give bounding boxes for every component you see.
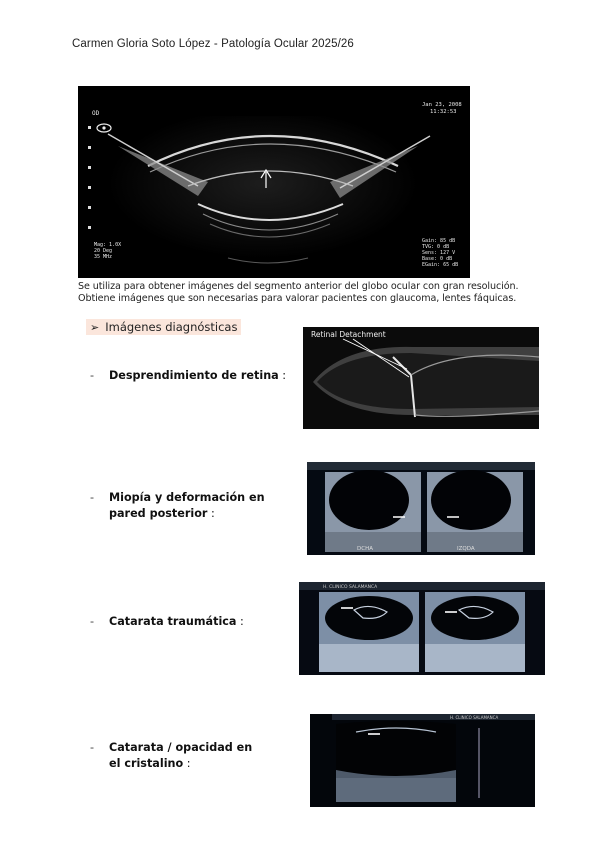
retinal-detachment-image <box>303 327 539 429</box>
list-item-myopia <box>90 490 274 522</box>
overlay-bl-1: Mag: 1.0X <box>94 242 122 248</box>
item-colon: : <box>183 757 191 770</box>
item-colon: : <box>278 369 287 382</box>
list-item-retina <box>90 368 289 384</box>
ubm-ultrasound-graphic <box>78 86 470 278</box>
cataract-opacity-image <box>310 714 535 807</box>
cataract-header: H. CLINICO SALAMANCA <box>450 715 499 720</box>
overlay-time: 11:32:53 <box>430 109 457 115</box>
overlay-br-3: Sens: 127 V <box>422 250 456 256</box>
list-item-cataract <box>90 740 259 772</box>
item-label: Catarata traumática <box>109 615 237 628</box>
overlay-br-4: Base: 0 dB <box>422 256 453 262</box>
cataract-opacity-graphic <box>310 714 535 807</box>
page-header: Carmen Gloria Soto López - Patología Ocular 2025/26 <box>72 38 354 50</box>
item-colon: : <box>236 615 244 628</box>
traumatic-cataract-image <box>299 582 545 675</box>
retinal-detachment-label: Retinal Detachment <box>311 330 386 339</box>
overlay-br-1: Gain: 85 dB <box>422 238 456 244</box>
item-colon: : <box>207 507 215 520</box>
list-dash: - <box>90 369 95 382</box>
overlay-br-5: EGain: 65 dB <box>422 262 459 268</box>
overlay-eye-label: OD <box>92 110 100 117</box>
overlay-date: Jan 23, 2008 <box>422 102 462 108</box>
retinal-detachment-graphic <box>303 327 539 429</box>
trauma-header: H. CLINICO SALAMANCA <box>323 585 378 590</box>
overlay-bl-3: 35 MHz <box>94 254 113 260</box>
section-title: Imágenes diagnósticas <box>105 320 238 334</box>
myopia-ultrasound-graphic <box>307 462 535 555</box>
myopia-left-label: DCHA <box>357 546 373 552</box>
item-label: Catarata / opacidad en el cristalino <box>109 741 253 770</box>
ubm-ultrasound-image <box>78 86 470 278</box>
item-label: Desprendimiento de retina <box>109 369 279 382</box>
item-label: Miopía y deformación en pared posterior <box>109 491 265 520</box>
myopia-ultrasound-image <box>307 462 535 555</box>
list-dash: - <box>90 741 95 754</box>
list-dash: - <box>90 615 95 628</box>
section-header <box>86 319 241 335</box>
overlay-br-2: TVG: 0 dB <box>422 244 450 250</box>
figure-caption: Se utiliza para obtener imágenes del segmento anterior del globo ocular con gran resolución. Obtiene imágenes que son necesarias para valorar pacientes con glaucoma, lentes fáquicas. <box>78 281 519 304</box>
overlay-bl-2: 20 Deg <box>94 248 113 254</box>
myopia-right-label: IZQDA <box>457 546 475 552</box>
arrow-bullet-icon: ➢ <box>90 321 100 334</box>
traumatic-cataract-graphic <box>299 582 545 675</box>
list-dash: - <box>90 491 95 504</box>
list-item-trauma <box>90 614 289 630</box>
